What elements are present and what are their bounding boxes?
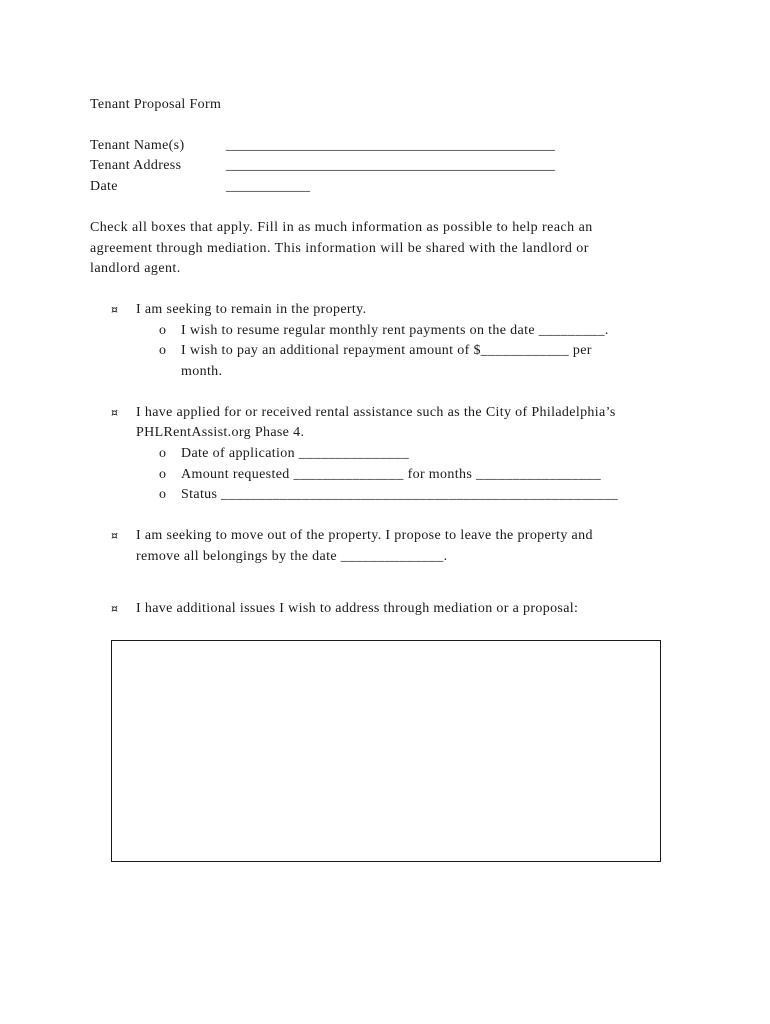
form-title: Tenant Proposal Form bbox=[90, 97, 222, 112]
repayment-text-cont: month. bbox=[181, 364, 223, 379]
intro-line-2: agreement through mediation. This information will be shared with the landlord or bbox=[90, 241, 589, 256]
checkbox-resume-payments[interactable]: o bbox=[159, 323, 166, 338]
remain-text: I am seeking to remain in the property. bbox=[136, 302, 367, 317]
checkbox-amount-requested[interactable]: o bbox=[159, 467, 166, 482]
tenant-name-label: Tenant Name(s) bbox=[90, 138, 185, 153]
tenant-address-label: Tenant Address bbox=[90, 158, 182, 173]
tenant-address-field[interactable]: _______________________________________________ bbox=[226, 158, 555, 173]
repayment-text: I wish to pay an additional repayment amount of $____________ per bbox=[181, 343, 592, 358]
checkbox-repayment[interactable]: o bbox=[159, 343, 166, 358]
date-label: Date bbox=[90, 179, 118, 194]
move-out-text-2: remove all belongings by the date ______________. bbox=[136, 549, 448, 564]
status-text: Status ______________________________________________________ bbox=[181, 487, 619, 502]
checkbox-rental-assistance[interactable]: ¤ bbox=[111, 406, 118, 419]
date-field[interactable]: ____________ bbox=[226, 179, 310, 194]
additional-issues-textbox[interactable] bbox=[111, 640, 661, 862]
checkbox-date-of-application[interactable]: o bbox=[159, 446, 166, 461]
rental-assistance-text-1: I have applied for or received rental assistance such as the City of Philadelphia’s bbox=[136, 405, 616, 420]
checkbox-remain[interactable]: ¤ bbox=[111, 303, 118, 316]
additional-issues-text: I have additional issues I wish to address through mediation or a proposal: bbox=[136, 601, 579, 616]
intro-line-3: landlord agent. bbox=[90, 261, 181, 276]
checkbox-move-out[interactable]: ¤ bbox=[111, 529, 118, 542]
checkbox-status[interactable]: o bbox=[159, 487, 166, 502]
date-of-application-text: Date of application _______________ bbox=[181, 446, 410, 461]
rental-assistance-text-2: PHLRentAssist.org Phase 4. bbox=[136, 425, 305, 440]
resume-payments-text: I wish to resume regular monthly rent payments on the date _________. bbox=[181, 323, 609, 338]
move-out-text-1: I am seeking to move out of the property. I propose to leave the property and bbox=[136, 528, 593, 543]
intro-line-1: Check all boxes that apply. Fill in as much information as possible to help reach an bbox=[90, 220, 593, 235]
tenant-name-field[interactable]: _______________________________________________ bbox=[226, 138, 555, 153]
checkbox-additional-issues[interactable]: ¤ bbox=[111, 602, 118, 615]
amount-requested-text: Amount requested _______________ for months _________________ bbox=[181, 467, 601, 482]
